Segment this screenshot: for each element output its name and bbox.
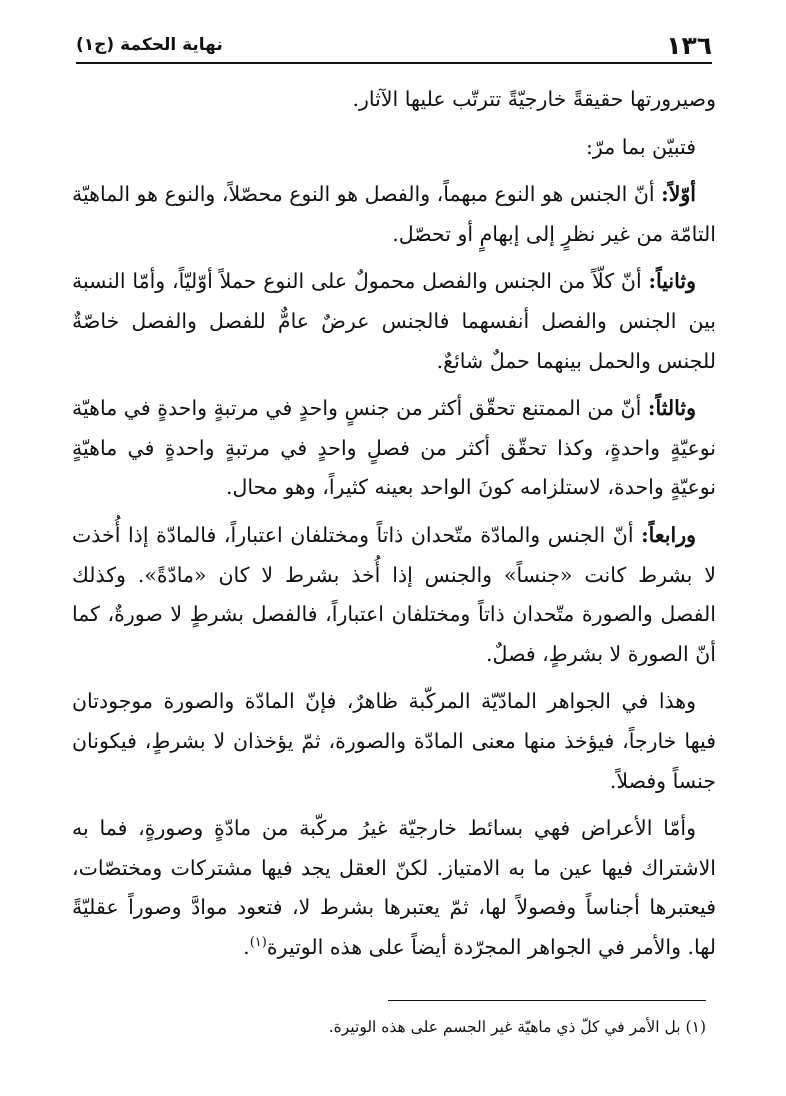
footnote	[72, 1014, 706, 1040]
book-title: نهاية الحكمة (ج١)	[76, 35, 223, 55]
paragraph-3: أوّلاً: أنّ الجنس هو النوع مبهماً، والفصل هو النوع محصّلاً، والنوع هو الماهيّة التامّة من غير نظرٍ إلى إبهامٍ أو تحصّل.	[72, 182, 716, 246]
enumeration-label: ورابعاً:	[641, 522, 696, 547]
closing-dot: .	[243, 934, 250, 959]
footnote-reference[interactable]: (١)	[249, 935, 267, 951]
page-header	[76, 28, 712, 64]
page-number: ١٣٦	[666, 30, 712, 60]
paragraph-7: وهذا في الجواهر المادّيّة المركّبة ظاهرٌ، فإنّ المادّة والصورة موجودتان فيها خارجاً، فيؤخذ منها معنى المادّة والصورة، ثمّ يؤخذان لا بشرطٍ، فيكونان جنساً وفصلاً.	[72, 689, 716, 793]
paragraph-5: وثالثاً: أنّ من الممتنع تحقّق أكثر من جنسٍ واحدٍ في مرتبةٍ واحدةٍ في ماهيّة نوعيّةٍ واحدةٍ، وكذا تحقّق أكثر من فصلٍ واحدٍ في مرتبةٍ واحدةٍ في ماهيّةٍ نوعيّةٍ واحدة، لاستلزامه كونَ الواحد بعينه كثيراً، وهو محال.	[72, 396, 716, 500]
paragraph-8	[72, 809, 716, 967]
main-text	[72, 80, 716, 975]
enumeration-label: وثالثاً:	[647, 396, 696, 421]
paragraph-1: وصيرورتها حقيقةً خارجيّةً تترتّب عليها الآثار.	[352, 87, 716, 111]
paragraph-2: فتبيّن بما مرّ:	[586, 134, 696, 159]
paragraph-4: وثانياً: أنّ كلّاً من الجنس والفصل محمولٌ على النوع حملاً أوّليّاً، وأمّا النسبة بين الجنس والفصل أنفسهما فالجنس عرضٌ عامٌّ للفصل والفصل خاصّةٌ للجنس والحمل بينهما حملٌ شائعٌ.	[72, 269, 716, 373]
paragraph-6: ورابعاً: أنّ الجنس والمادّة متّحدان ذاتاً ومختلفان اعتباراً، فالمادّة إذا أُخذت لا بشرط كانت «جنساً» والجنس إذا أُخذ بشرط لا كان «مادّةً». وكذلك الفصل والصورة متّحدان ذاتاً ومختلفان اعتباراً، فالفصل بشرطٍ لا صورةٌ، كما أنّ الصورة لا بشرطٍ، فصلٌ.	[72, 522, 716, 666]
enumeration-label: وثانياً:	[648, 269, 696, 294]
footnote-number: (١)	[685, 1018, 706, 1036]
paragraph-8-text: وأمّا الأعراض فهي بسائط خارجيّة غيرُ مركّبة من مادّةٍ وصورةٍ، فما به الاشتراك فيها عين ما به الامتياز. لكنّ العقل يجد فيها مشتركات ومختصّات، فيعتبرها أجناساً وفصولاً لها، ثمّ يعتبرها بشرط لا، فتعود موادَّ وصوراً عقليّةً لها. والأمر في الجواهر المجرّدة أيضاً على هذه الوتيرة	[72, 816, 716, 959]
footnote-text: بل الأمر في كلّ ذي ماهيّة غير الجسم على هذه الوتيرة.	[328, 1018, 681, 1036]
footnote-divider	[388, 1000, 706, 1001]
enumeration-label: أوّلاً:	[661, 182, 696, 207]
